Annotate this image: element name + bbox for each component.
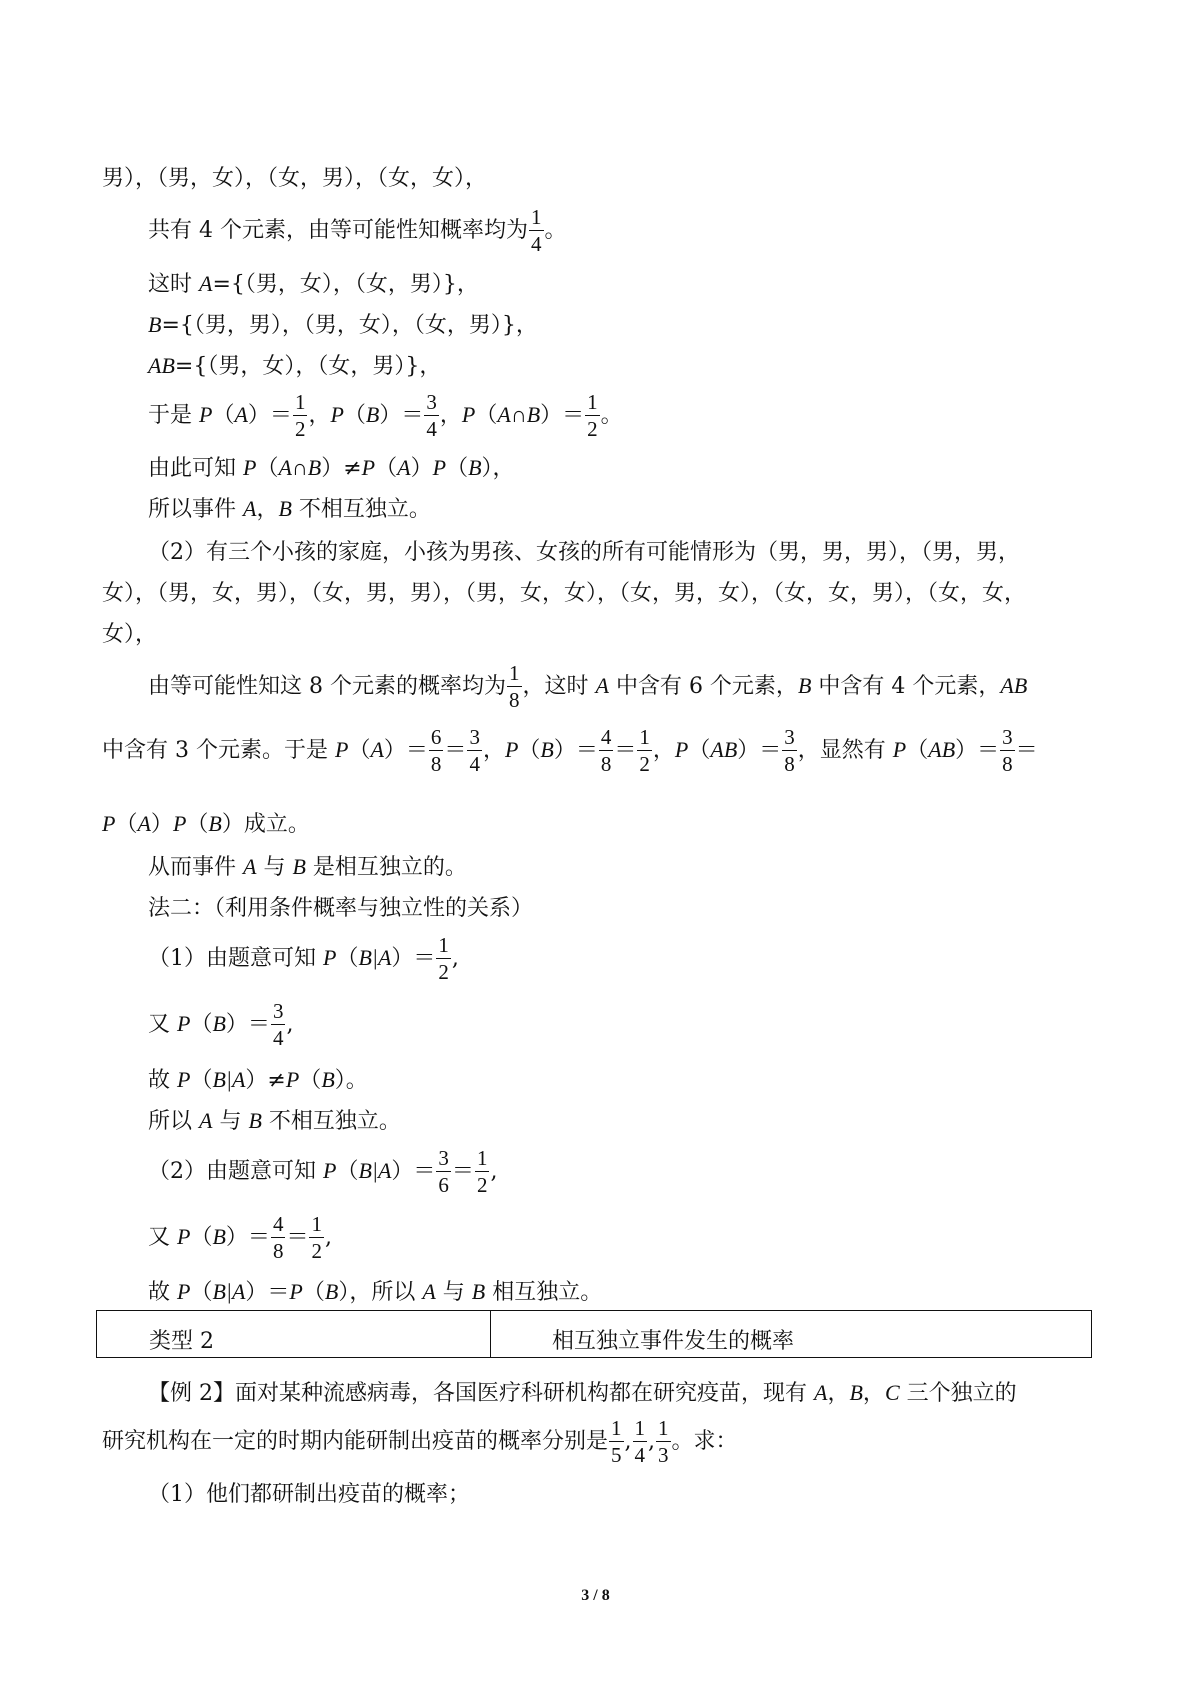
fraction: $\frac{6}{8}$ [430,725,442,776]
type-label: 类型 2 [149,1329,214,1354]
page-number: 3 / 8 [581,1587,610,1604]
fraction: $\frac{1}{2}$ [639,725,650,776]
text-line: 女）， [102,622,158,647]
text-line: 从而事件 A 与 B 是相互独立的。 [148,854,467,880]
fraction: $\frac{1}{2}$ [311,1212,322,1263]
text-line: （1）由题意可知 P（B|A）＝ $\frac{1}{2}$ , [148,933,459,984]
text-line: （2）由题意可知 P（B|A）＝ $\frac{3}{6}$ ＝ $\frac{1}{2}$ , [148,1146,498,1197]
fraction: $\frac{3}{6}$ [438,1146,449,1197]
text-line: AB={（男，女），（女，男）}， [148,353,442,379]
fraction: $\frac{3}{4}$ [426,390,437,441]
fraction: $\frac{1}{4}$ [634,1416,646,1467]
text-line: 法二：（利用条件概率与独立性的关系） [148,896,534,921]
text-line: 由等可能性知这 8 个元素的概率均为 $\frac{1}{8}$ ，这时 A 中含有 6 个元素，B 中含有 4 个元素，AB [148,661,1028,712]
fraction: $\frac{3}{4}$ [469,725,480,776]
text-line: 中含有 3 个元素。于是 P（A）＝ $\frac{6}{8}$ ＝ $\frac{3}{4}$ ，P（B）＝ $\frac{4}{8}$ ＝ $\frac{1}{2}$ ，P（AB）＝ $\frac{3}{8}$ ，显然有 P（AB）＝ $\frac{3}{8}$ ＝ [102,725,1038,776]
text-line: 故 P（B|A）≠P（B）。 [148,1067,368,1093]
text-line: B={（男，男），（男，女），（女，男）}， [148,312,538,338]
text-line: （2）有三个小孩的家庭，小孩为男孩、女孩的所有可能情形为（男，男，男），（男，男， [148,540,1021,565]
fraction: $\frac{1}{8}$ [509,661,520,712]
fraction: $\frac{4}{8}$ [600,725,612,776]
text-line: 又 P（B）＝ $\frac{3}{4}$ , [148,999,294,1050]
text-line: 女），（男，女，男），（女，男，男），（男，女，女），（女，男，女），（女，女，男），（女，女， [102,581,1027,606]
fraction: $\frac{1}{2}$ [587,390,598,441]
text-line: 共有 4 个元素，由等可能性知概率均为 $\frac{1}{4}$ 。 [148,205,567,256]
fraction: $\frac{1}{2}$ [438,933,449,984]
text-line: 所以事件 A，B 不相互独立。 [148,496,431,522]
text-line: 于是 P（A）＝ $\frac{1}{2}$ ，P（B）＝ $\frac{3}{4}$ ，P（A∩B）＝ $\frac{1}{2}$ 。 [148,390,623,441]
fraction: $\frac{1}{5}$ [611,1416,622,1467]
table-divider [490,1311,491,1357]
text-line: 男），（男，女），（女，男），（女，女）， [102,166,488,191]
fraction: $\frac{1}{4}$ [531,205,542,256]
example-heading: 【例 2】面对某种流感病毒，各国医疗科研机构都在研究疫苗，现有 A，B，C 三个独立的 [148,1380,1017,1406]
fraction: $\frac{1}{3}$ [658,1416,669,1467]
text-line: 故 P（B|A）＝P（B），所以 A 与 B 相互独立。 [148,1279,603,1305]
fraction: $\frac{3}{8}$ [1002,725,1013,776]
text-line: 所以 A 与 B 不相互独立。 [148,1108,401,1134]
fraction: $\frac{3}{4}$ [272,999,284,1050]
text-line: 由此可知 P（A∩B）≠P（A）P（B）， [148,455,515,481]
text-line: P（A）P（B）成立。 [102,811,310,837]
text-line: 研究机构在一定的时期内能研制出疫苗的概率分别是 $\frac{1}{5}$ , $\frac{1}{4}$ , $\frac{1}{3}$ 。求： [102,1416,738,1467]
fraction: $\frac{4}{8}$ [272,1212,284,1263]
text-line: 又 P（B）＝ $\frac{4}{8}$ ＝ $\frac{1}{2}$ , [148,1212,332,1263]
fraction: $\frac{3}{8}$ [784,725,795,776]
type-title: 相互独立事件发生的概率 [552,1329,795,1354]
question-1: （1）他们都研制出疫苗的概率； [148,1482,470,1507]
fraction: $\frac{1}{2}$ [294,390,306,441]
text-line: 这时 A={（男，女），（女，男）}， [148,271,479,297]
fraction: $\frac{1}{2}$ [476,1146,488,1197]
type-table [96,1310,1092,1358]
